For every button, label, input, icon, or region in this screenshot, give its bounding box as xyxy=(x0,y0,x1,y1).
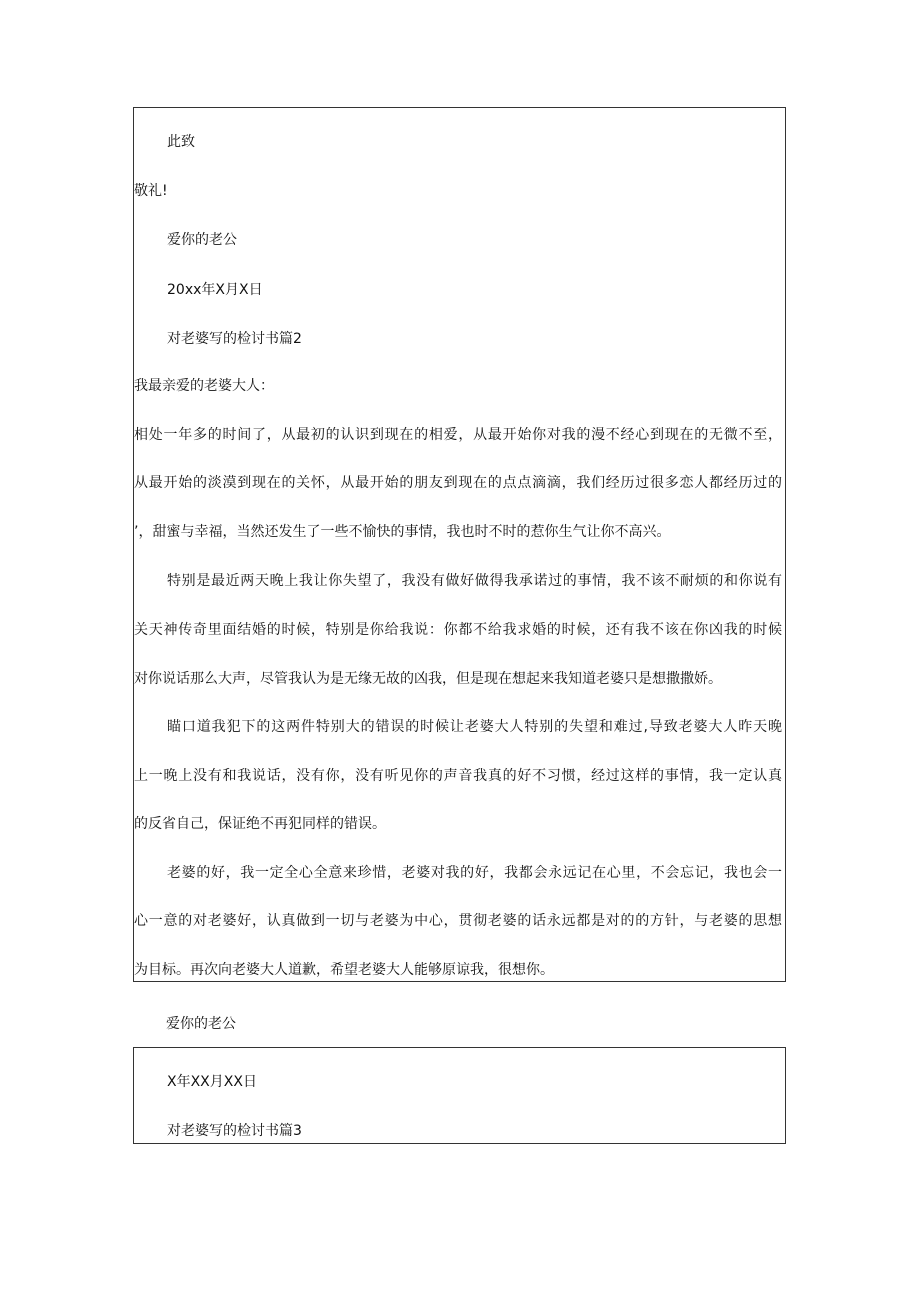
text-line: 老婆的好，我一定全心全意来珍惜，老婆对我的好，我都会永远记在心里，不会忘记，我也会一 xyxy=(167,865,782,881)
letter-box-2 xyxy=(133,1047,786,1144)
text-line: 此致 xyxy=(167,134,195,150)
date-line: 20xx年X月X日 xyxy=(167,282,263,298)
section-title: 对老婆写的检讨书篇3 xyxy=(167,1123,302,1139)
letter-box-1 xyxy=(133,107,786,982)
date-line: X年XX月XX日 xyxy=(167,1074,257,1090)
text-line: 心一意的对老婆好，认真做到一切与老婆为中心，贯彻老婆的话永远都是对的的方针，与老婆的思想 xyxy=(134,913,782,929)
text-line: 的反省自己，保证绝不再犯同样的错误。 xyxy=(134,816,386,832)
text-line: 为目标。再次向老婆大人道歉，希望老婆大人能够原谅我，很想你。 xyxy=(134,962,554,978)
text-line: ’，甜蜜与幸福，当然还发生了一些不愉快的事情，我也时不时的惹你生气让你不高兴。 xyxy=(134,524,671,540)
signature-line: 爱你的老公 xyxy=(166,1016,236,1032)
text-line: 从最开始的淡漠到现在的关怀，从最开始的朋友到现在的点点滴滴，我们经历过很多恋人都经历过的 xyxy=(134,475,782,491)
section-title: 对老婆写的检讨书篇2 xyxy=(167,331,302,347)
text-line: 上一晚上没有和我说话，没有你，没有听见你的声音我真的好不习惯，经过这样的事情，我一定认真 xyxy=(134,768,782,784)
text-line: 特别是最近两天晚上我让你失望了，我没有做好做得我承诺过的事情，我不该不耐烦的和你说有 xyxy=(167,573,782,589)
text-line: 瞄口道我犯下的这两件特别大的错误的时候让老婆大人特别的失望和难过,导致老婆大人昨天晚 xyxy=(167,719,782,735)
text-line: 敬礼! xyxy=(134,183,168,199)
text-line: 相处一年多的时间了，从最初的认识到现在的相爱，从最开始你对我的漫不经心到现在的无微不至， xyxy=(134,427,782,443)
salutation: 我最亲爱的老婆大人： xyxy=(134,378,274,394)
text-line: 爱你的老公 xyxy=(167,232,237,248)
text-line: 对你说话那么大声，尽管我认为是无缘无故的凶我，但是现在想起来我知道老婆只是想撒撒娇。 xyxy=(134,671,722,687)
text-line: 关天神传奇里面结婚的时候，特别是你给我说：你都不给我求婚的时候，还有我不该在你凶我的时候 xyxy=(134,622,782,638)
